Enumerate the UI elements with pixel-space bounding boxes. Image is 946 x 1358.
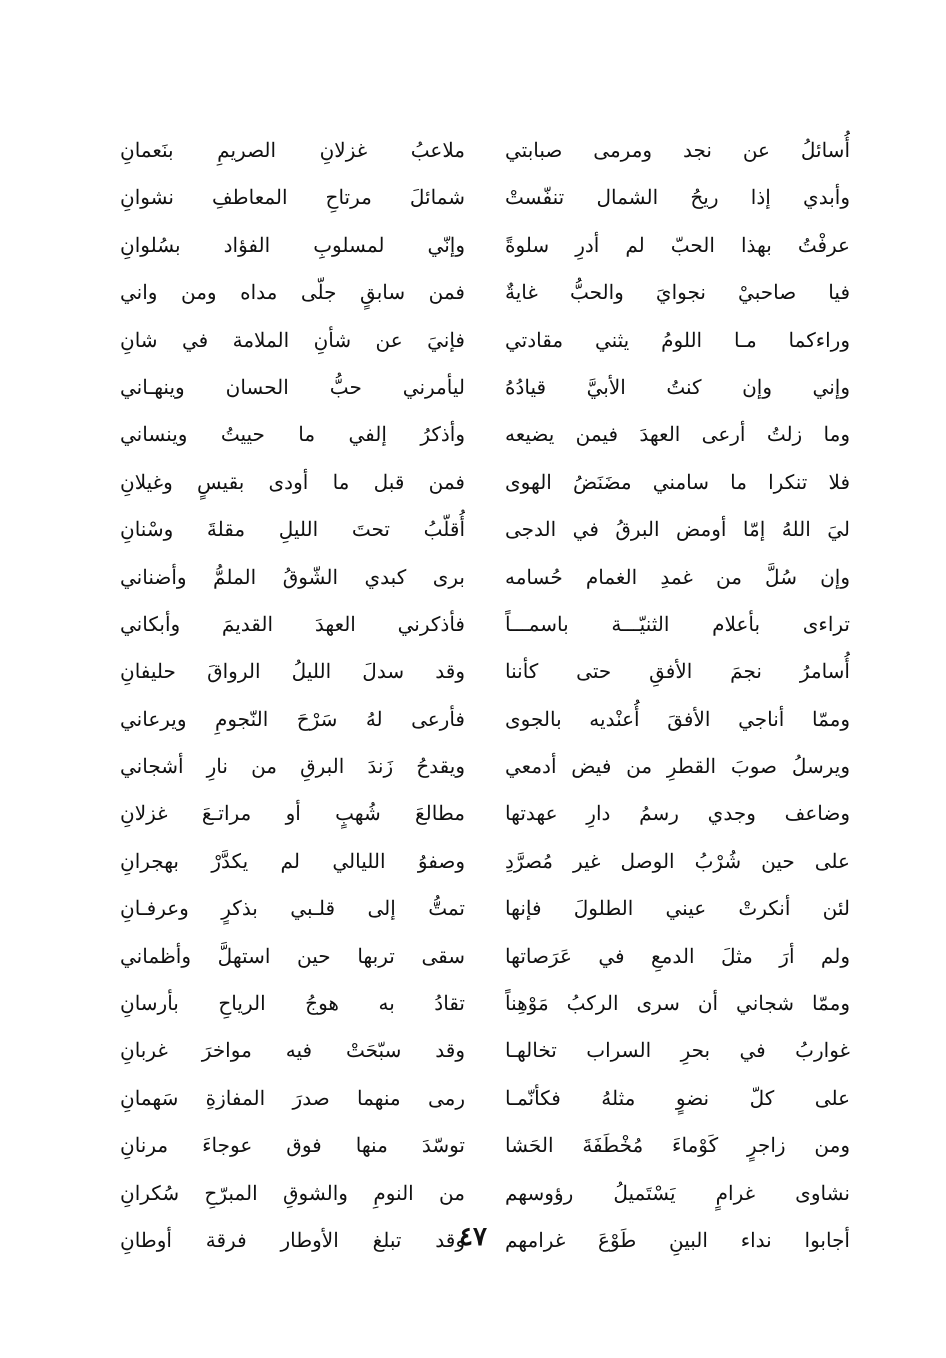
verse-hemistich: وممّا شجاني أن سرى الركبُ مَوْهِناً xyxy=(505,991,850,1016)
verse-hemistich: وضاعف وجدي رسمُ دارِ عهدتها xyxy=(505,801,850,826)
verse-hemistich: وأذكرُ إلفي ما حييتُ وينساني xyxy=(120,422,465,447)
verse-hemistich: ويرسلُ صوبَ القطرِ من فيض أدمعي xyxy=(505,754,850,779)
verse-hemistich: لئن أنكرتْ عيني الطلولَ فإنها xyxy=(505,896,850,921)
verse-hemistich: ليأمرني حبُّ الحسان وينهـاني xyxy=(120,374,465,399)
verse-hemistich: أجابوا نداء البينِ طَوْعَ غرامهم xyxy=(505,1227,850,1252)
left-column-hemistichs xyxy=(120,127,465,1264)
verse-hemistich: تراءى بأعلام الثنيّـــة باسمـــاً xyxy=(505,611,850,636)
verse-hemistich: ليَ اللهُ إمّا أومض البرقُ في الدجى xyxy=(505,517,850,542)
verse-hemistich: وقد سبّحَتْ فيه مواخرَ غربانِ xyxy=(120,1038,465,1063)
verse-hemistich: من النومِ والشوقِ المبرّحِ سُكرانِ xyxy=(120,1180,465,1205)
verse-hemistich: فمن سابقٍ جلّى مداه ومن واني xyxy=(120,280,465,305)
verse-hemistich: وقد تبلغ الأوطار فرقة أوطانِ xyxy=(120,1227,465,1252)
verse-hemistich: عرفْتُ بهذا الحبّ لم أدرِ سلوةً xyxy=(505,232,850,257)
verse-hemistich: وما زلتُ أرعى العهدَ فيمن يضيعه xyxy=(505,422,850,447)
verse-hemistich: ومن زاجرٍ كَوْماءَ مُخْطَفَةَ الحَشا xyxy=(505,1133,850,1158)
verse-hemistich: غواربُ في بحرِ السراب تخالهـا xyxy=(505,1038,850,1063)
verse-hemistich: ويقدحُ زَندَ البرقِ من نارِ أشجاني xyxy=(120,754,465,779)
verse-hemistich: فأذكرني العهدَ القديمَ وأبكاني xyxy=(120,611,465,636)
verse-hemistich: وأبدي إذا ريحُ الشمال تنفّستْ xyxy=(505,185,850,210)
verse-hemistich: على حين شُرْبُ الوصل غير مُصرَّدِ xyxy=(505,848,850,873)
poem-body xyxy=(120,127,850,1264)
verse-hemistich: برى كبدي الشّوقُ الملمُّ وأضناني xyxy=(120,564,465,589)
verse-hemistich: وصفوُ الليالي لم يكدَّرْ بهجرانِ xyxy=(120,848,465,873)
verse-hemistich: رمى منهما صدرَ المفازةِ سَهمانِ xyxy=(120,1085,465,1110)
verse-hemistich: وإنّي لمسلوبِ الفؤاد بسُلوانِ xyxy=(120,232,465,257)
verse-hemistich: أُسامرُ نجمَ الأفقِ حتى كأننا xyxy=(505,659,850,684)
verse-hemistich: شمائلَ مرتاحِ المعاطفِ نشوانِ xyxy=(120,185,465,210)
verse-hemistich: فإنيَ عن شأنِ الملامة في شانِ xyxy=(120,327,465,352)
verse-hemistich: ملاعبُ غزلانِ الصريمِ بنَعمانِ xyxy=(120,138,465,162)
verse-hemistich: توسّدَ منها فوق عوجاءَ مرنانِ xyxy=(120,1133,465,1158)
verse-hemistich: فيا صاحبيْ نجوايَ والحبُّ غايةٌ xyxy=(505,280,850,305)
verse-hemistich: مطالعَ شُهبٍ أو مراتـعَ غزلانِ xyxy=(120,801,465,826)
page-number: ٤٧ xyxy=(459,1222,487,1252)
verse-hemistich: وراءكما مـا اللومُ يثني مقادتي xyxy=(505,327,850,352)
verse-hemistich: ولم أرَ مثلَ الدمعِ في عَرَصاتها xyxy=(505,943,850,968)
verse-hemistich: وإني وإن كنتُ الأبيَّ قيادُهُ xyxy=(505,374,850,399)
verse-hemistich: فأرعى لهُ سَرْحَ النّجومِ ويرعاني xyxy=(120,706,465,731)
verse-hemistich: وقد سدلَ الليلُ الرواقَ حليفانِ xyxy=(120,659,465,684)
verse-hemistich: أُقلّبُ تحتَ الليلِ مقلةَ وسْنانِ xyxy=(120,517,465,542)
verse-hemistich: فلا تنكرا ما سامني مضَنَضُ الهوى xyxy=(505,469,850,494)
right-column-hemistichs xyxy=(505,127,850,1264)
verse-hemistich: فمن قبل ما أودى بقيسٍ وغيلانِ xyxy=(120,469,465,494)
verse-hemistich: تمتُّ إلى قلـبي بذكرٍ وعرفـانِ xyxy=(120,896,465,921)
verse-hemistich: تقادُ به هوجُ الرياحِ بأرسانِ xyxy=(120,991,465,1016)
verse-hemistich: على كلّ نضوٍ مثلهُ فكأنّمـا xyxy=(505,1085,850,1110)
verse-hemistich: وممّا أناجي الأفقَ أُعنْديه بالجوى xyxy=(505,706,850,731)
verse-hemistich: نشاوى غرامٍ يَسْتَميلُ رؤوسهم xyxy=(505,1180,850,1205)
verse-hemistich: سقى تربها حين استهلَّ وأظماني xyxy=(120,943,465,968)
verse-hemistich: أُسائلُ عن نجد ومرمى صبابتي xyxy=(505,138,850,162)
verse-hemistich: وإن سُلَّ من غمدِ الغمام حُسامه xyxy=(505,564,850,589)
